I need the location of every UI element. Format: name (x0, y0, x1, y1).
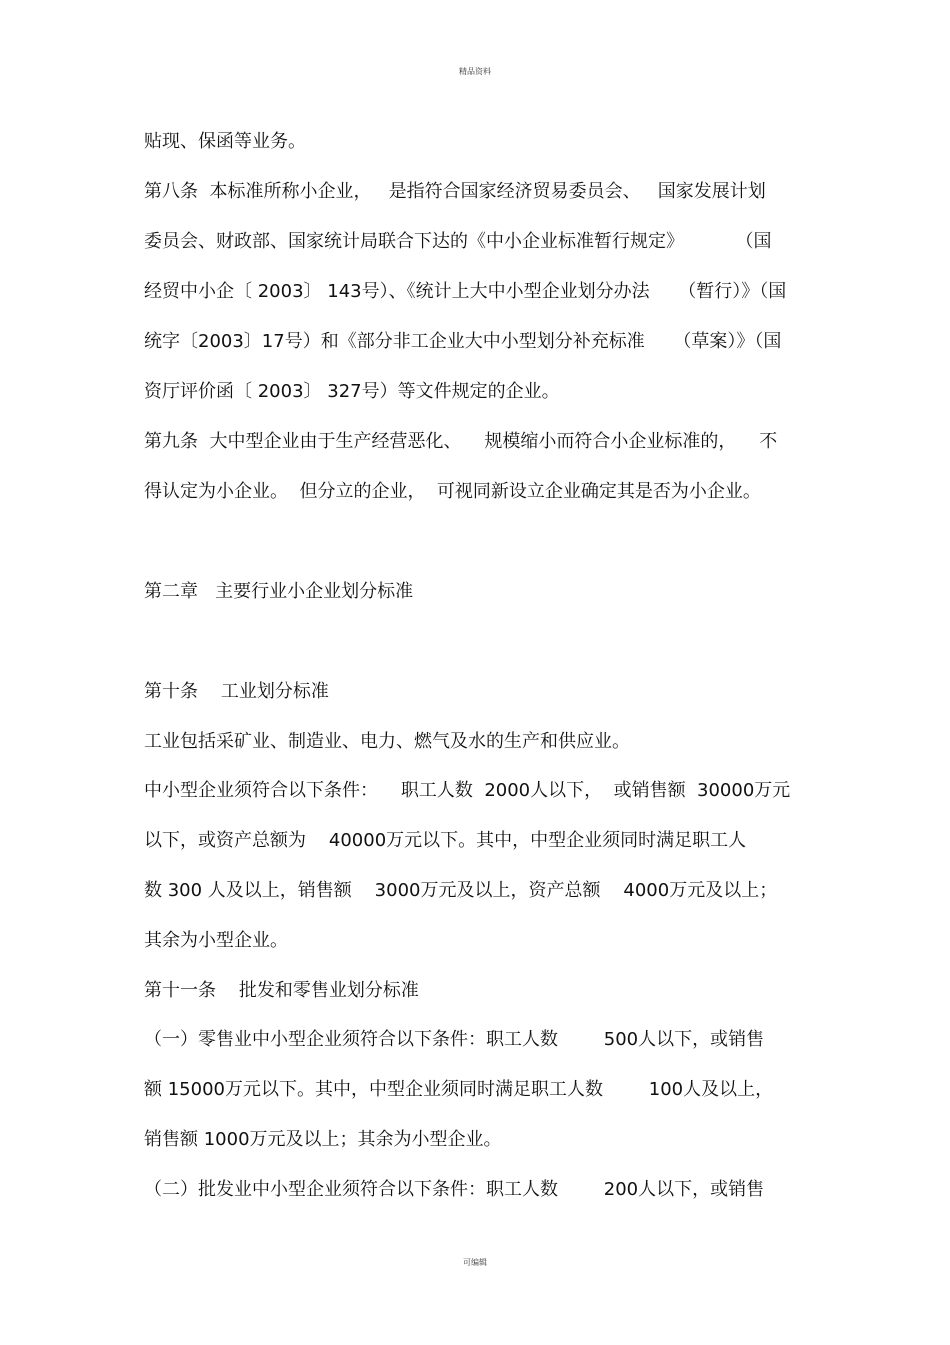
text-line: 销售额 1000万元及以上；其余为小型企业。 (144, 1129, 502, 1150)
text-line: 数 300 人及以上，销售额 3000万元及以上，资产总额 4000万元及以上； (144, 880, 778, 901)
text-line: 统字〔2003〕17号）和《部分非工企业大中小型划分补充标准 （草案）》（国 (144, 331, 782, 352)
text-line: 贴现、保函等业务。 (144, 131, 306, 152)
text-line: 中小型企业须符合以下条件： 职工人数 2000人以下， 或销售额 30000万元 (144, 780, 791, 801)
text-line: （二）批发业中小型企业须符合以下条件：职工人数 200人以下，或销售 (144, 1179, 765, 1200)
text-line: 得认定为小企业。 但分立的企业， 可视同新设立企业确定其是否为小企业。 (144, 481, 761, 502)
article-10-heading: 第十条 工业划分标准 (144, 681, 329, 702)
text-line: 其余为小型企业。 (144, 930, 288, 951)
article-11-heading: 第十一条 批发和零售业划分标准 (144, 980, 419, 1001)
chapter-2-heading: 第二章 主要行业小企业划分标准 (144, 581, 414, 602)
page-header: 精品资料 (459, 67, 491, 76)
text-line: 工业包括采矿业、制造业、电力、燃气及水的生产和供应业。 (144, 731, 630, 752)
page-footer: 可编辑 (463, 1258, 487, 1267)
text-line: 委员会、财政部、国家统计局联合下达的《中小企业标准暂行规定》 （国 (144, 231, 772, 252)
text-line: 额 15000万元以下。其中，中型企业须同时满足职工人数 100人及以上， (144, 1079, 774, 1100)
text-line: 以下，或资产总额为 40000万元以下。其中，中型企业须同时满足职工人 (144, 830, 747, 851)
article-9-line-1: 第九条 大中型企业由于生产经营恶化、 规模缩小而符合小企业标准的， 不 (144, 431, 778, 452)
article-8-line-1: 第八条 本标准所称小企业， 是指符合国家经济贸易委员会、 国家发展计划 (144, 181, 766, 202)
text-line: （一）零售业中小型企业须符合以下条件：职工人数 500人以下，或销售 (144, 1029, 765, 1050)
text-line: 经贸中小企〔 2003〕 143号）、《统计上大中小型企业划分办法 （暂行）》（国 (144, 281, 787, 302)
text-line: 资厅评价函〔 2003〕 327号）等文件规定的企业。 (144, 381, 560, 402)
